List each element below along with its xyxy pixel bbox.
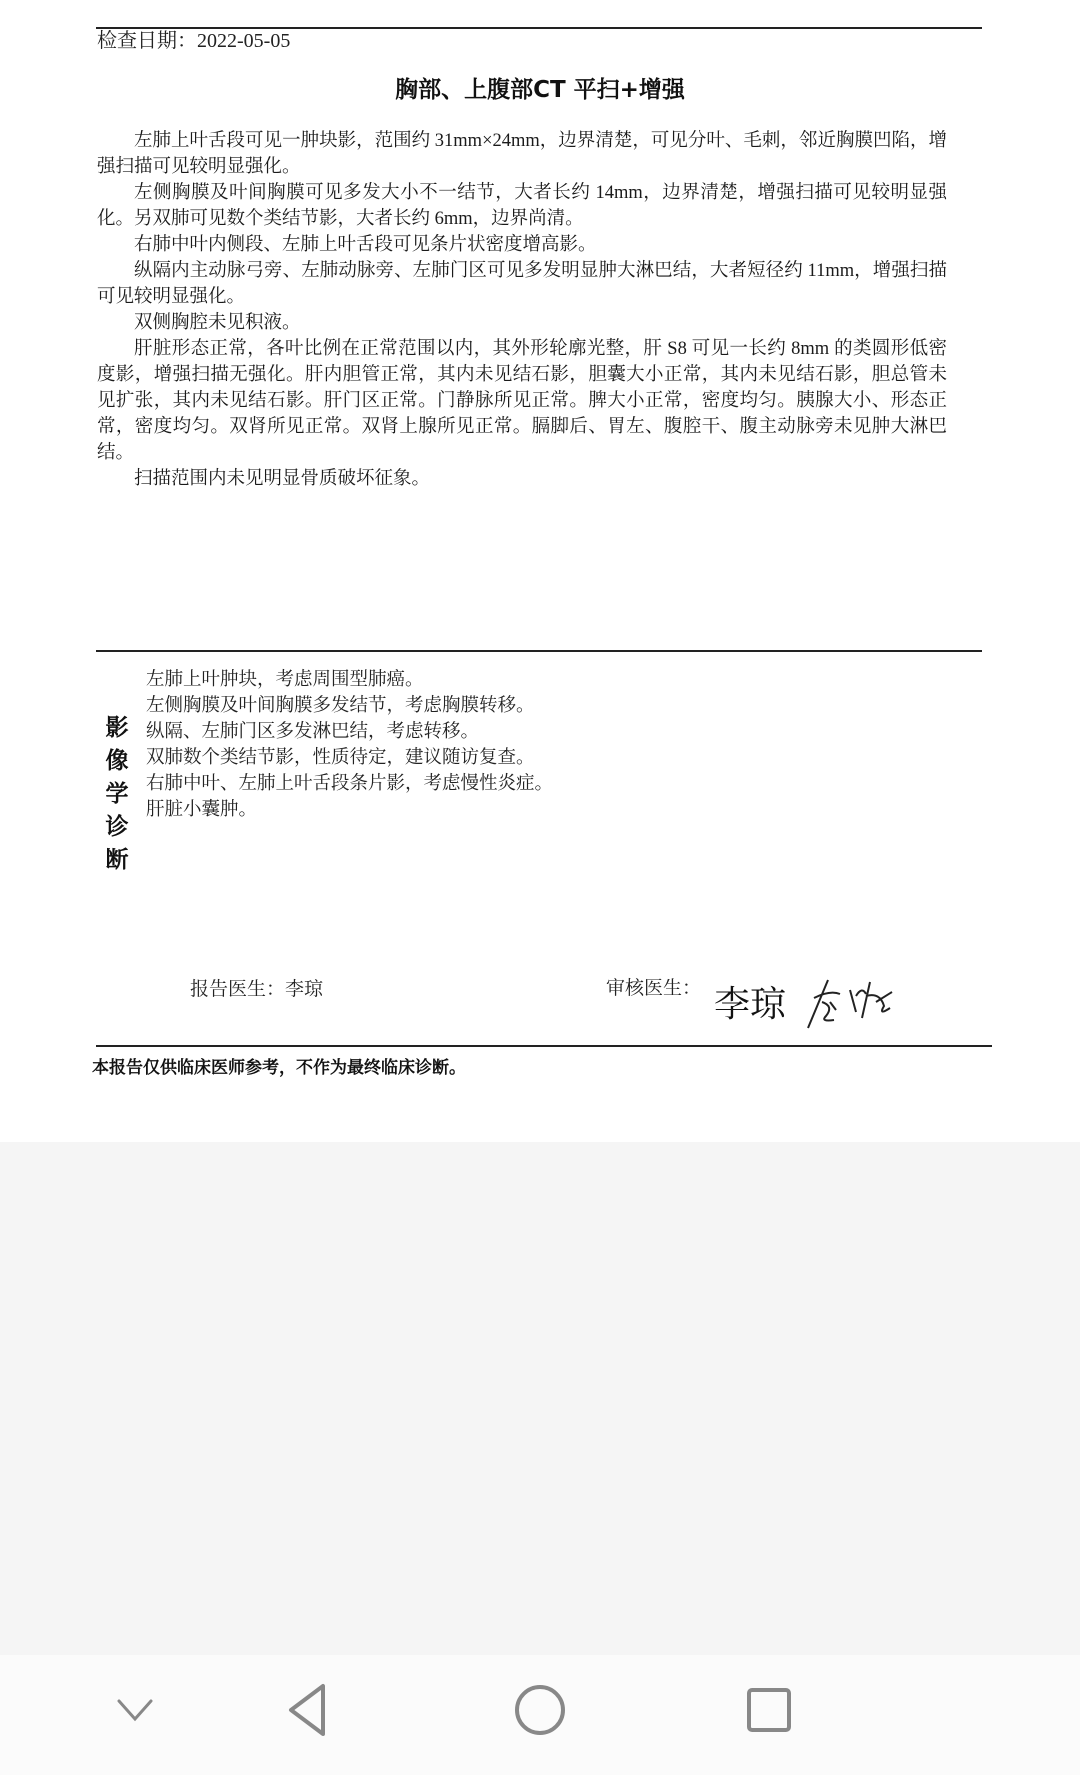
finding-paragraph: 肝脏形态正常，各叶比例在正常范围以内，其外形轮廓光整，肝 S8 可见一长约 8mm 的类圆形低密度影，增强扫描无强化。肝内胆管正常，其内未见结石影，胆囊大小正常，其内未见结石影，胆总管未见扩张，其内未见结石影。肝门区正常。门静脉所见正常。脾大小正常，密度均匀。胰腺大小、形态正常，密度均匀。双肾所见正常。双肾上腺所见正常。膈脚后、胃左、腹腔干、腹主动脉旁未见肿大淋巴结。 — [97, 339, 947, 463]
finding-paragraph: 纵隔内主动脉弓旁、左肺动脉旁、左肺门区可见多发明显肿大淋巴结，大者短径约 11mm，增强扫描可见较明显强化。 — [97, 261, 947, 307]
report-title: 胸部、上腹部CT 平扫+增强 — [395, 77, 685, 103]
diagnosis-label-char: 影 — [105, 715, 129, 741]
reporting-doctor-name: 李琼 — [285, 979, 324, 1000]
home-button[interactable] — [495, 1665, 585, 1755]
back-button[interactable] — [263, 1665, 353, 1755]
exam-date — [97, 27, 290, 55]
diagnosis-item: 肝脏小囊肿。 — [146, 799, 258, 820]
recents-icon — [744, 1685, 794, 1735]
findings-section — [97, 128, 947, 492]
back-icon — [283, 1682, 333, 1738]
reporting-doctor — [190, 976, 323, 1004]
diagnosis-label-char: 诊 — [105, 814, 129, 840]
reporting-doctor-label: 报告医生： — [190, 979, 286, 1000]
finding-paragraph: 右肺中叶内侧段、左肺上叶舌段可见条片状密度增高影。 — [134, 235, 597, 255]
reviewing-doctor-label: 审核医生： — [606, 978, 702, 999]
disclaimer: 本报告仅供临床医师参考，不作为最终临床诊断。 — [92, 1058, 466, 1078]
diagnosis-item: 左肺上叶肿块，考虑周围型肺癌。 — [146, 669, 424, 690]
diagnosis-divider — [96, 650, 982, 652]
home-icon — [512, 1682, 568, 1738]
reviewing-doctor-name: 李琼 — [714, 984, 787, 1025]
finding-paragraph: 双侧胸腔未见积液。 — [134, 313, 301, 333]
exam-date-value: 2022-05-05 — [197, 30, 291, 52]
recents-button[interactable] — [724, 1665, 814, 1755]
diagnosis-label-char: 像 — [105, 748, 129, 774]
finding-paragraph: 扫描范围内未见明显骨质破坏征象。 — [134, 469, 431, 489]
signature-icon — [800, 972, 910, 1032]
exam-date-label: 检查日期： — [97, 30, 197, 52]
diagnosis-item: 左侧胸膜及叶间胸膜多发结节，考虑胸膜转移。 — [146, 695, 535, 716]
diagnosis-item: 双肺数个类结节影，性质待定，建议随访复查。 — [146, 747, 535, 768]
diagnosis-item: 右肺中叶、左肺上叶舌段条片影，考虑慢性炎症。 — [146, 773, 554, 794]
reviewing-doctor — [606, 975, 701, 1003]
diagnosis-label — [102, 712, 132, 877]
android-nav-bar — [0, 1655, 1080, 1775]
diagnosis-item: 纵隔、左肺门区多发淋巴结，考虑转移。 — [146, 721, 480, 742]
diagnosis-label-char: 学 — [105, 781, 129, 807]
diagnosis-label-char: 断 — [105, 847, 129, 873]
finding-paragraph: 左侧胸膜及叶间胸膜可见多发大小不一结节，大者长约 14mm，边界清楚，增强扫描可见较明显强化。另双肺可见数个类结节影，大者长约 6mm，边界尚清。 — [97, 183, 947, 229]
finding-paragraph: 左肺上叶舌段可见一肿块影，范围约 31mm×24mm，边界清楚，可见分叶、毛刺，邻近胸膜凹陷，增强扫描可见较明显强化。 — [97, 131, 947, 177]
footer-divider — [96, 1045, 992, 1047]
chevron-down-icon — [115, 1695, 155, 1725]
diagnosis-list — [146, 667, 553, 823]
hide-nav-button[interactable] — [90, 1665, 180, 1755]
